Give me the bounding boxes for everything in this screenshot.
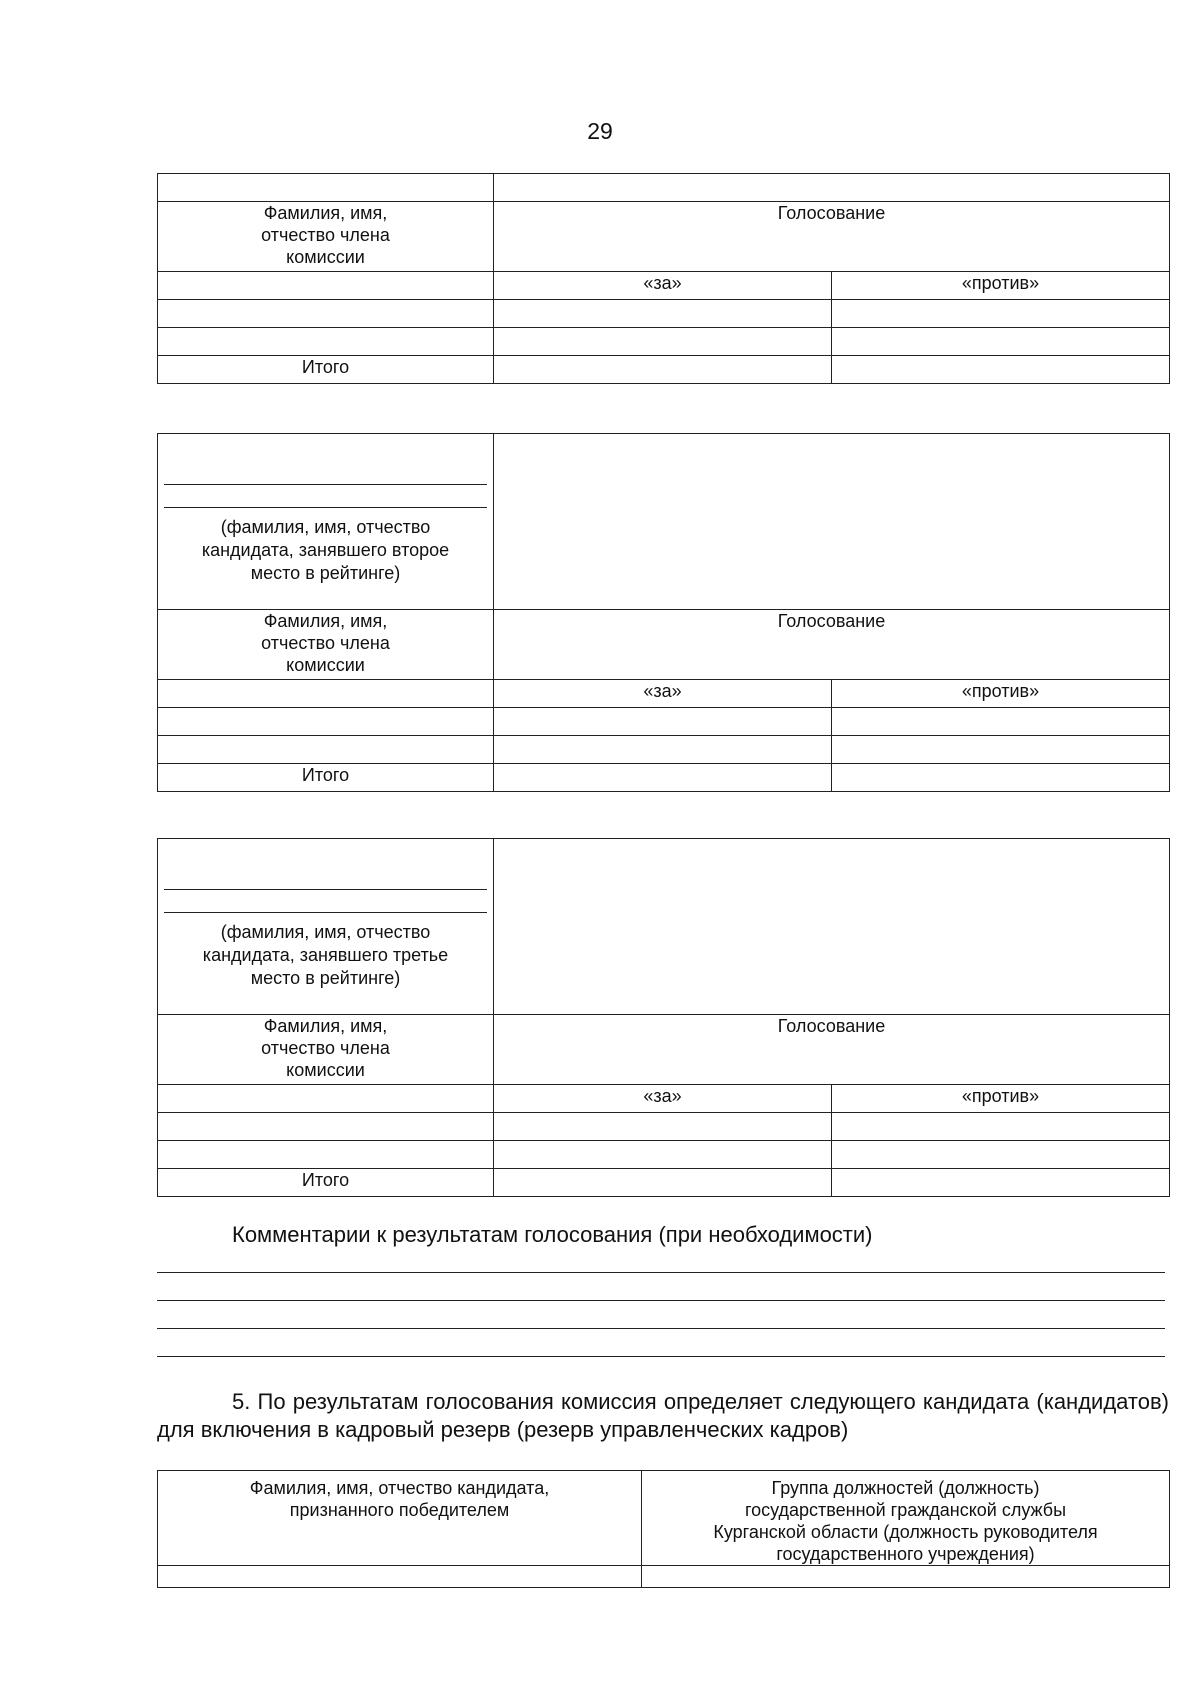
blank-cell <box>158 272 494 300</box>
reserve-candidate-cell[interactable] <box>158 1566 642 1588</box>
table-row <box>158 300 1170 328</box>
za-header: «за» <box>494 680 832 708</box>
comment-line[interactable] <box>157 1272 1165 1273</box>
table-row <box>158 328 1170 356</box>
protiv-header: «против» <box>832 680 1170 708</box>
voting-header: Голосование <box>494 202 1170 272</box>
candidate-name-field <box>158 434 494 610</box>
comment-line[interactable] <box>157 1356 1165 1357</box>
itogo-label: Итого <box>158 764 494 792</box>
protiv-header: «против» <box>832 1085 1170 1113</box>
table-row <box>158 736 1170 764</box>
blank-cell <box>494 434 1170 610</box>
member-header: Фамилия, имя, отчество члена комиссии <box>158 202 494 272</box>
za-header: «за» <box>494 272 832 300</box>
blank-cell <box>494 839 1170 1015</box>
itogo-label: Итого <box>158 356 494 384</box>
page-number: 29 <box>587 118 613 144</box>
candidate-caption: (фамилия, имя, отчество кандидата, занявшего второе место в рейтинге) <box>201 517 450 583</box>
member-header: Фамилия, имя, отчество члена комиссии <box>158 1015 494 1085</box>
blank-cell <box>494 174 1170 202</box>
candidate-name-field <box>158 839 494 1015</box>
table-row <box>158 1141 1170 1169</box>
vote-table-1 <box>157 173 1170 384</box>
section-5-text: 5. По результатам голосования комиссия определяет следующего кандидата (кандидатов) для включения в кадровый резерв (резерв управленческих кадров) <box>157 1389 1169 1442</box>
comments-title: Комментарии к результатам голосования (при необходимости) <box>232 1222 873 1247</box>
reserve-position-cell[interactable] <box>642 1566 1170 1588</box>
blank-cell <box>158 174 494 202</box>
vote-table-2 <box>157 433 1170 792</box>
member-header: Фамилия, имя, отчество члена комиссии <box>158 610 494 680</box>
protiv-header: «против» <box>832 272 1170 300</box>
comment-line[interactable] <box>157 1328 1165 1329</box>
reserve-col-position-header: Группа должностей (должность) государственной гражданской службы Курганской области (должность руководителя государственного учреждения) <box>642 1471 1170 1566</box>
table-row <box>158 1566 1170 1588</box>
za-header: «за» <box>494 1085 832 1113</box>
comment-line[interactable] <box>157 1300 1165 1301</box>
candidate-caption: (фамилия, имя, отчество кандидата, занявшего третье место в рейтинге) <box>202 922 449 988</box>
itogo-label: Итого <box>158 1169 494 1197</box>
reserve-table <box>157 1470 1170 1588</box>
voting-header: Голосование <box>494 1015 1170 1085</box>
reserve-col-candidate-header: Фамилия, имя, отчество кандидата, признанного победителем <box>158 1471 642 1566</box>
voting-header: Голосование <box>494 610 1170 680</box>
vote-table-3 <box>157 838 1170 1197</box>
table-row <box>158 1113 1170 1141</box>
table-row <box>158 708 1170 736</box>
